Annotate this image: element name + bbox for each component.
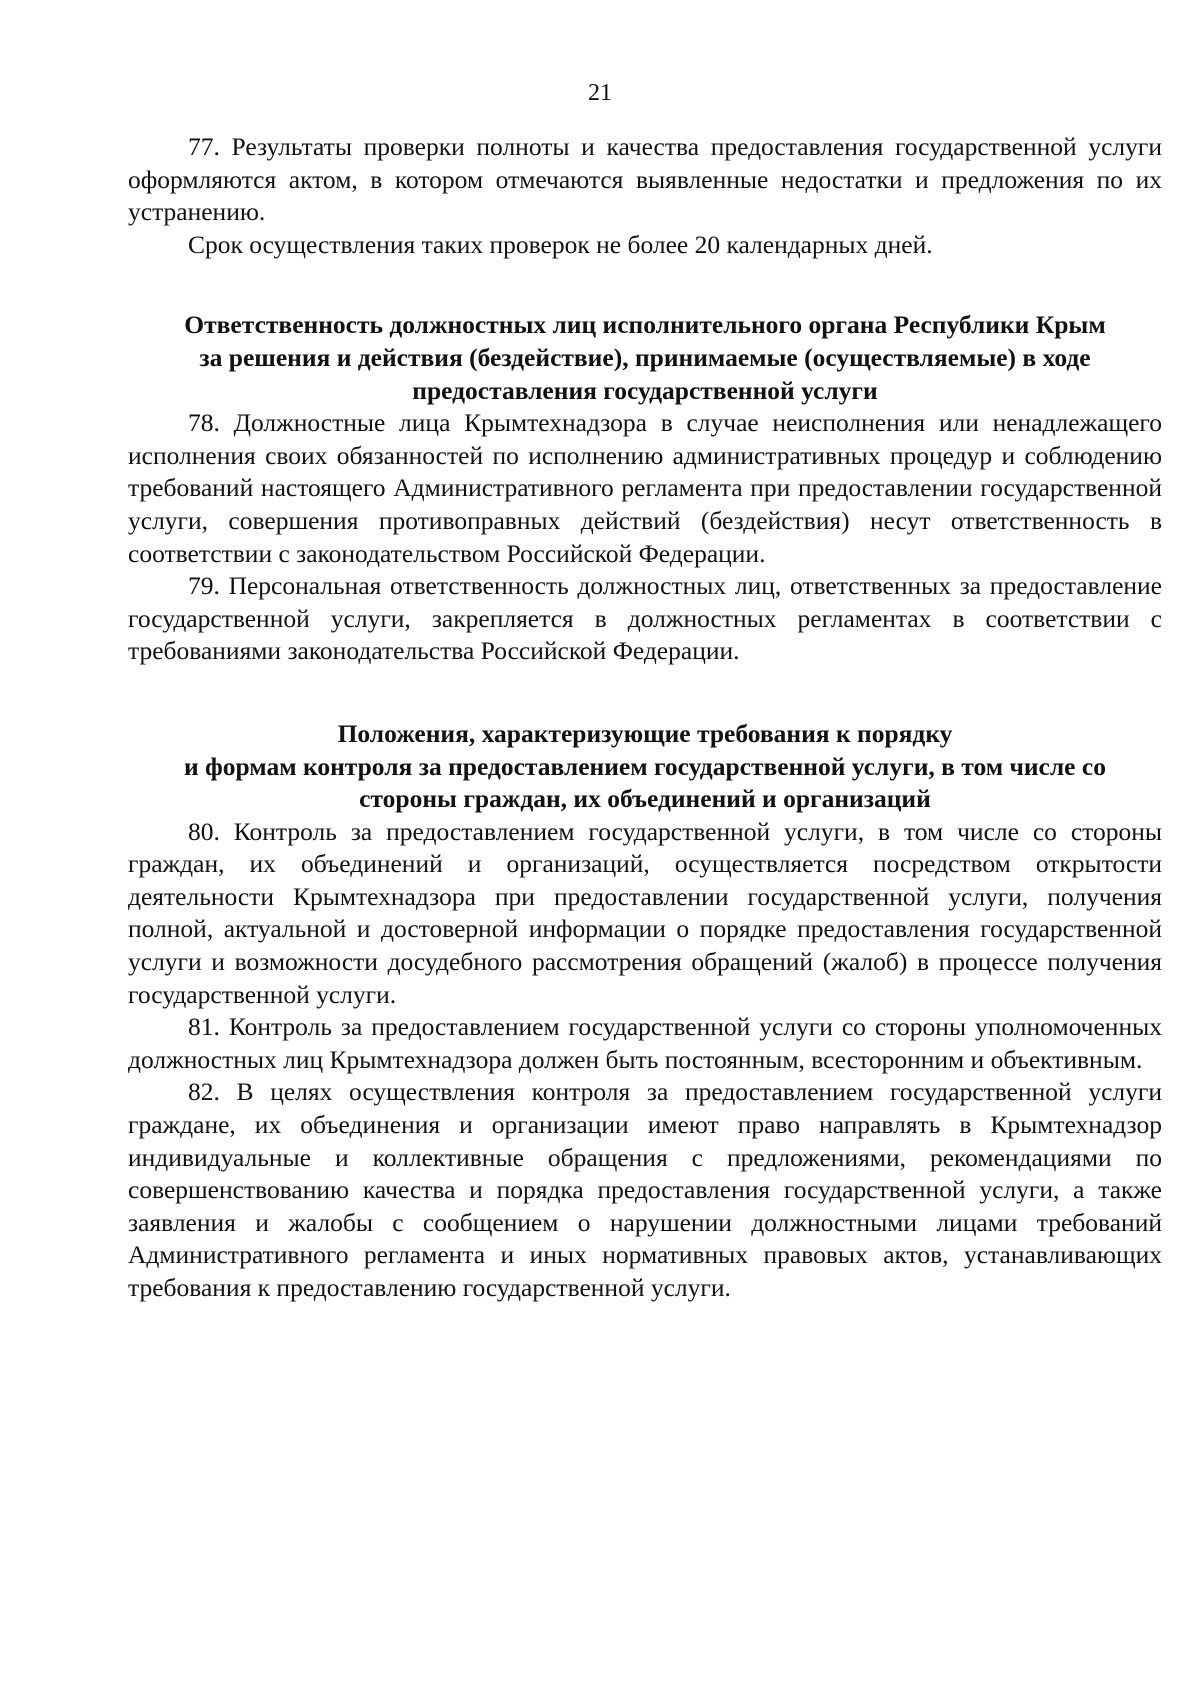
paragraph-80: 80. Контроль за предоставлением государственной услуги, в том числе со стороны граждан, их объединений и организаций, осуществляется посредством открытости деятельности Крымтехнадзора при предоставлении государственной услуги, получения полной, актуальной и достоверной информации о порядке предоставления государственной услуги и возможности досудебного рассмотрения обращений (жалоб) в процессе получения государственной услуги.	[128, 816, 1162, 1009]
heading-line: и формам контроля за предоставлением государственной услуги, в том числе со	[184, 751, 1106, 781]
page-number: 21	[588, 80, 612, 106]
heading-line: предоставления государственной услуги	[412, 375, 878, 405]
spacer	[128, 261, 1162, 309]
document-body	[128, 131, 1162, 1305]
paragraph-inspection-term: Срок осуществления таких проверок не более 20 календарных дней.	[188, 229, 933, 259]
paragraph-82: 82. В целях осуществления контроля за предоставлением государственной услуги граждане, их объединения и организации имеют право направлять в Крымтехнадзор индивидуальные и коллективные обращения с предложениями, рекомендациями по совершенствованию качества и порядка предоставления государственной услуги, а также заявления и жалобы с сообщением о нарушении должностными лицами требований Административного регламента и иных нормативных правовых актов, устанавливающих требования к предоставлению государственной услуги.	[128, 1077, 1162, 1302]
heading-line: за решения и действия (бездействие), принимаемые (осуществляемые) в ходе	[199, 342, 1091, 372]
section-heading-responsibility	[128, 309, 1162, 407]
heading-line: стороны граждан, их объединений и организаций	[359, 784, 931, 814]
paragraph-78: 78. Должностные лица Крымтехнадзора в случае неисполнения или ненадлежащего исполнения своих обязанностей по исполнению административных процедур и соблюдению требований настоящего Административного регламента при предоставлении государственной услуги, совершения противоправных действий (бездействия) несут ответственность в соответствии с законодательством Российской Федерации.	[128, 408, 1162, 568]
spacer	[128, 668, 1162, 718]
paragraph-79: 79. Персональная ответственность должностных лиц, ответственных за предоставление государственной услуги, закрепляется в должностных регламентах в соответствии с требованиями законодательства Российской Федерации.	[128, 571, 1162, 666]
section-heading-control	[128, 718, 1162, 816]
heading-line: Положения, характеризующие требования к порядку	[337, 718, 953, 748]
heading-line: Ответственность должностных лиц исполнительного органа Республики Крым	[184, 310, 1106, 340]
paragraph-77: 77. Результаты проверки полноты и качества предоставления государственной услуги оформляются актом, в котором отмечаются выявленные недостатки и предложения по их устранению.	[128, 132, 1162, 227]
paragraph-81: 81. Контроль за предоставлением государственной услуги со стороны уполномоченных должностных лиц Крымтехнадзора должен быть постоянным, всесторонним и объективным.	[128, 1012, 1162, 1074]
